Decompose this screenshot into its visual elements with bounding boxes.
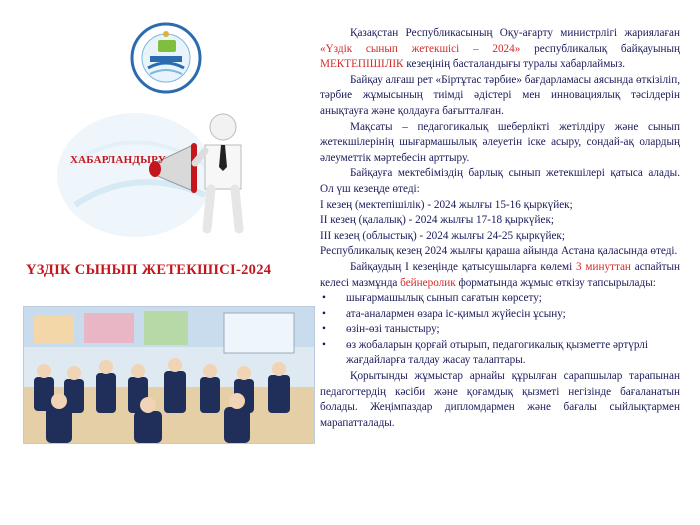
announcement-text xyxy=(320,26,680,431)
task-text-3: форматында жұмыс өткізу тапсырылады: xyxy=(458,276,656,289)
stage-item: Республикалық кезең 2024 жылғы қараша айында Астана қаласында өтеді. xyxy=(320,245,678,258)
stage-name: МЕКТЕПІШІЛІК xyxy=(320,58,404,71)
contest-name: «Үздік сынып жетекшісі – 2024» xyxy=(320,42,521,55)
bullet-icon: • xyxy=(322,323,326,336)
stage-item: I кезең (мектепішілік) - 2024 жылғы 15-16 қыркүйек; xyxy=(320,198,573,211)
school-logo xyxy=(130,22,202,102)
stages-list xyxy=(320,198,680,260)
requirements-list xyxy=(320,291,680,369)
paragraph-participants: Байқауға мектебіміздің барлық сынып жетекшілері қатыса алады. Ол үш кезеңде өтеді: xyxy=(320,167,680,195)
paragraph-evaluation: Қорытынды жұмыстар арнайы құрылған сарапшылар тарапынан педагогтердің кәсіби және қоғамдық қызметі негізінде бағаланатын болады. Жеңімпаздар дипломдармен және бағалы сыйлықтармен марапатталады. xyxy=(320,370,680,429)
list-item: • шығармашылық сынып сағатын көрсету; xyxy=(320,291,680,307)
list-item: • өз жобаларын қорғай отырып, педагогикалық қызметте әртүрлі жағдайларға талдау жасау талаптары. xyxy=(322,338,648,367)
announcement-label: ХАБАРЛАНДЫРУ xyxy=(70,154,167,166)
bullet-icon: • xyxy=(322,292,326,305)
duration: 3 минуттан xyxy=(576,260,631,273)
page-title: ҮЗДІК СЫНЫП ЖЕТЕКШІСІ-2024 xyxy=(26,262,272,278)
bullet-icon: • xyxy=(322,307,326,320)
task-text: Байқаудың I кезеңінде қатысушыларға көлемі xyxy=(350,260,573,273)
list-item: • ата-аналармен өзара іс-қимыл жүйесін ұсыну; xyxy=(320,307,680,323)
paragraph-task xyxy=(320,260,680,291)
left-column xyxy=(0,0,318,525)
stage-item: III кезең (облыстық) - 2024 жылғы 24-25 қыркүйек; xyxy=(320,229,565,242)
paragraph-intro xyxy=(320,26,680,73)
megaphone-man-illustration xyxy=(55,105,255,245)
stage-item: II кезең (қалалық) - 2024 жылғы 17-18 қыркүйек; xyxy=(320,214,554,227)
classroom-photo xyxy=(23,306,315,444)
list-item: • өзін-өзі таныстыру; xyxy=(320,322,680,338)
task-text-2: аспайтын келесі мазмұнда xyxy=(320,260,680,289)
intro-text-3: кезеңінің басталандығы туралы хабарлаймыз. xyxy=(406,58,626,71)
format: бейнеролик xyxy=(400,276,456,289)
bullet-icon: • xyxy=(322,338,326,351)
intro-text: Қазақстан Республикасының Оқу-ағарту министрлігі жариялаған xyxy=(350,27,680,39)
intro-text-2: республикалық байқауының xyxy=(534,42,681,55)
paragraph-goal: Мақсаты – педагогикалық шеберлікті жетілдіру және сынып жетекшілерінің шығармашылық әлеуетін іске асыру, сондай-ақ олардың әлеуметтік мәртебесін арттыру. xyxy=(320,120,680,164)
paragraph-purpose: Байқау алғаш рет «Біртұтас тәрбие» бағдарламасы аясында өткізіліп, тәрбие жұмысының тиімді әдістері мен инновациялық тәсілдерін анықтауға және қолдауға бағытталған. xyxy=(320,73,680,117)
